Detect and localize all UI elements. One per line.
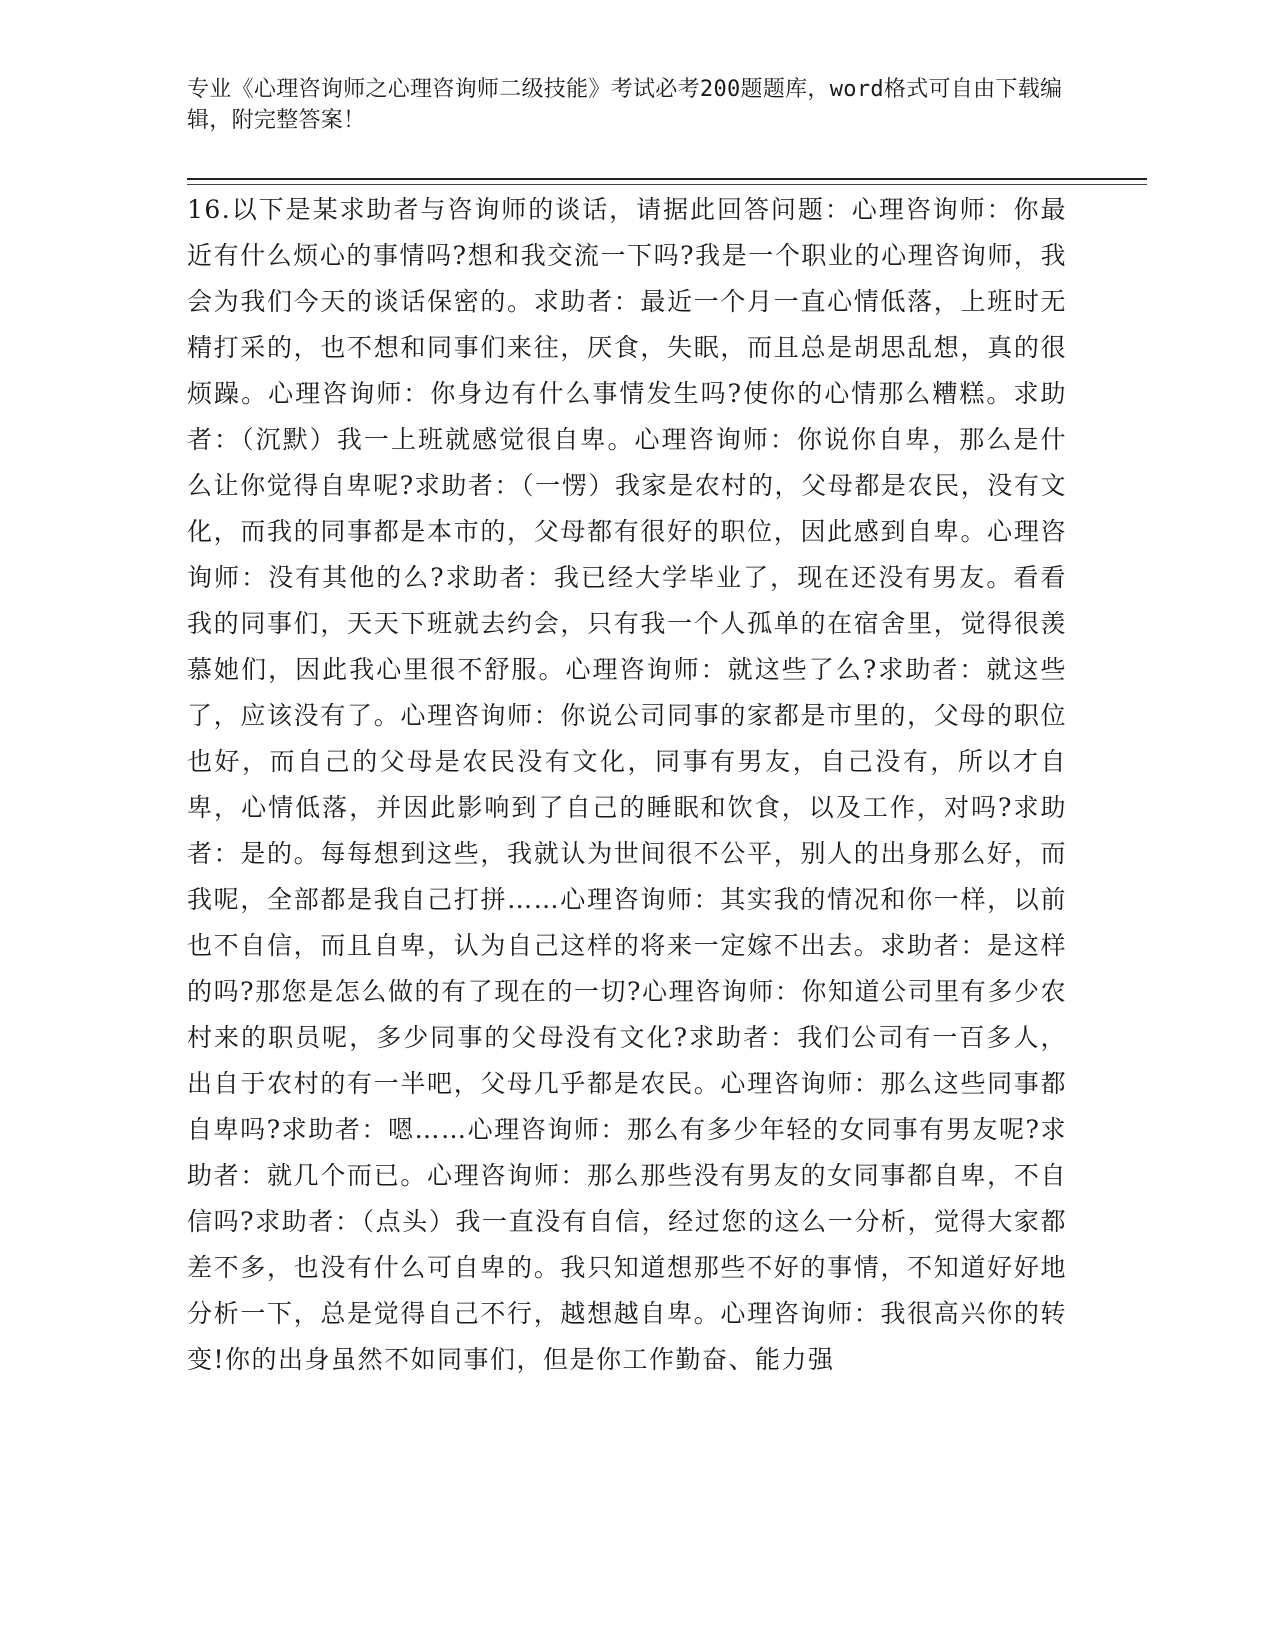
page-header: 专业《心理咨询师之心理咨询师二级技能》考试必考200题题库，word格式可自由下载编辑，附完整答案！ xyxy=(187,77,1063,133)
header-divider-thin xyxy=(187,184,1147,185)
question-16-text: 16.以下是某求助者与咨询师的谈话，请据此回答问题：心理咨询师：你最近有什么烦心的事情吗?想和我交流一下吗?我是一个职业的心理咨询师，我会为我们今天的谈话保密的。求助者：最近一个月一直心情低落，上班时无精打采的，也不想和同事们来往，厌食，失眠，而且总是胡思乱想，真的很烦躁。心理咨询师：你身边有什么事情发生吗?使你的心情那么糟糕。求助者：（沉默）我一上班就感觉很自卑。心理咨询师：你说你自卑，那么是什么让你觉得自卑呢?求助者：（一愣）我家是农村的，父母都是农民，没有文化，而我的同事都是本市的，父母都有很好的职位，因此感到自卑。心理咨询师：没有其他的么?求助者：我已经大学毕业了，现在还没有男友。看看我的同事们，天天下班就去约会，只有我一个人孤单的在宿舍里，觉得很羡慕她们，因此我心里很不舒服。心理咨询师：就这些了么?求助者：就这些了，应该没有了。心理咨询师：你说公司同事的家都是市里的，父母的职位也好，而自己的父母是农民没有文化，同事有男友，自己没有，所以才自卑，心情低落，并因此影响到了自己的睡眠和饮食，以及工作，对吗?求助者：是的。每每想到这些，我就认为世间很不公平，别人的出身那么好，而我呢，全部都是我自己打拼……心理咨询师：其实我的情况和你一样，以前也不自信，而且自卑，认为自己这样的将来一定嫁不出去。求助者：是这样的吗?那您是怎么做的有了现在的一切?心理咨询师：你知道公司里有多少农村来的职员呢，多少同事的父母没有文化?求助者：我们公司有一百多人，出自于农村的有一半吧，父母几乎都是农民。心理咨询师：那么这些同事都自卑吗?求助者：嗯……心理咨询师：那么有多少年轻的女同事有男友呢?求助者：就几个而已。心理咨询师：那么那些没有男友的女同事都自卑，不自信吗?求助者：（点头）我一直没有自信，经过您的这么一分析，觉得大家都差不多，也没有什么可自卑的。我只知道想那些不好的事情，不知道好好地分析一下，总是觉得自己不行，越想越自卑。心理咨询师：我很高兴你的转变!你的出身虽然不如同事们，但是你工作勤奋、能力强 xyxy=(187,195,1067,1374)
header-divider-thick xyxy=(187,178,1147,180)
